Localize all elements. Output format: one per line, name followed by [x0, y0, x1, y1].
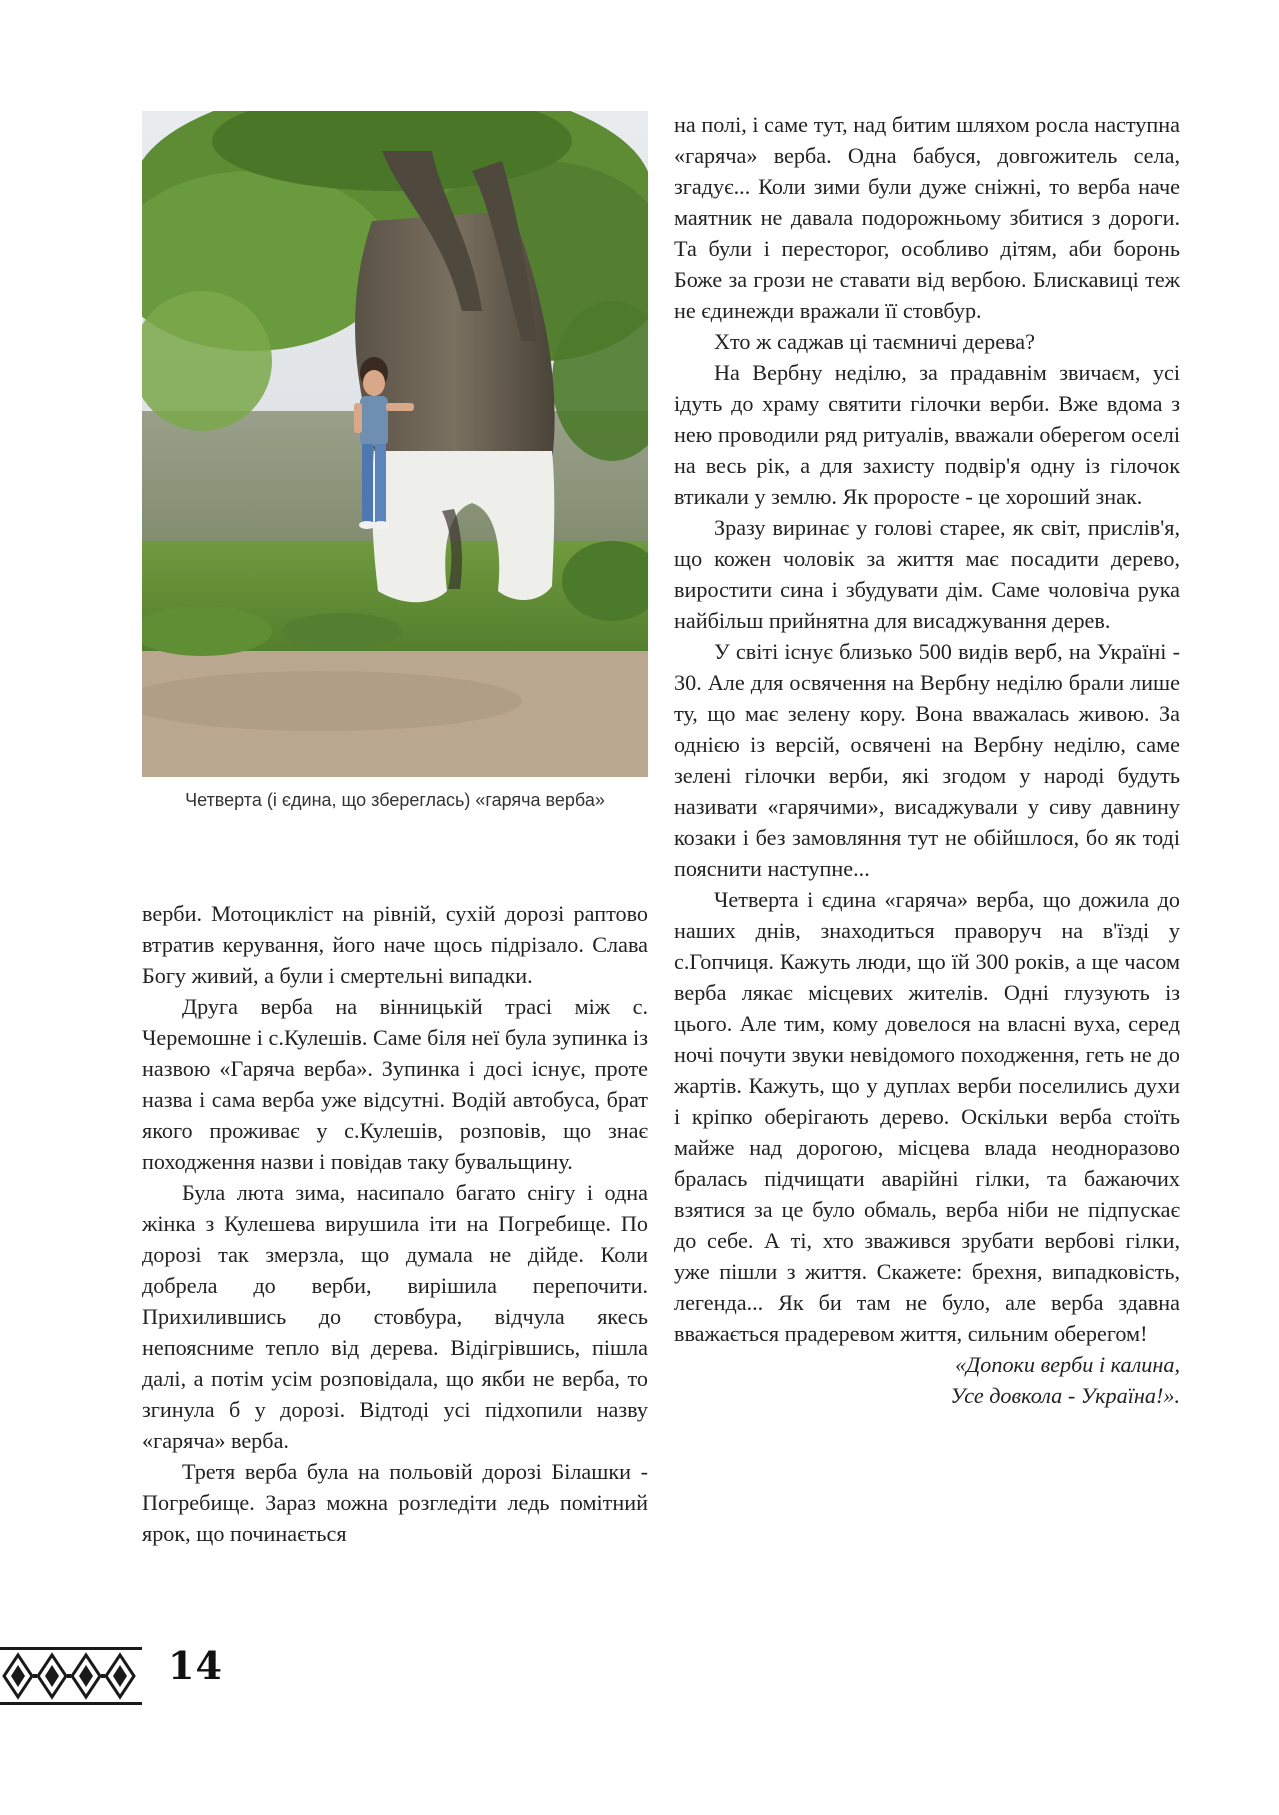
paragraph: Хто ж саджав ці таємничі дерева? [714, 329, 1035, 354]
paragraph: на полі, і саме тут, над битим шляхом росла наступна «гаряча» верба. Одна бабуся, довгожитель села, згадує... Коли зими були дуже сніжні, то верба наче маятник не давала подорожньому збитися з дороги. Та були і пересторог, особливо дітям, аби боронь Боже за грози не ставати від вербою. Блискавиці теж не єдинежди вражали її стовбур. [674, 112, 1180, 323]
paragraph: Четверта і єдина «гаряча» верба, що дожила до наших днів, знаходиться праворуч на в'їзді у с.Гопчиця. Кажуть люди, що їй 300 років, а ще часом верба лякає місцевих жителів. Одні глузують із цього. Але тим, кому довелося на власні вуха, серед ночі почути звуки невідомого походження, геть не до жартів. Кажуть, що у дуплах верби поселились духи і кріпко оберігають дерево. Оскільки верба стоїть майже над дорогою, місцева влада неодноразово бралась підчищати аварійні гілки, та бажаючих взятися за це було обмаль, верба ніби не підпускає до себе. А ті, хто зважився зрубати вербові гілки, уже пішли з життя. Скажете: брехня, випадковість, легенда... Як би там не було, але верба здавна вважається прадеревом життя, сильним оберегом! [674, 887, 1180, 1346]
paragraph: Третя верба була на польовій дорозі Білашки - Погребище. Зараз можна розгледіти ледь помітний ярок, що починається [142, 1459, 648, 1546]
paragraph: Була люта зима, насипало багато снігу і одна жінка з Кулешева вирушила іти на Погребище. По дорозі так змерзла, що думала не дійде. Коли добрела до верби, вирішила перепочити. Прихилившись до стовбура, відчула якесь непоясниме тепло від дерева. Відігрівшись, пішла далі, а потім усім розповідала, що якби не верба, то згинула б у дорозі. Відтоді усі підхопили назву «гаряча» верба. [142, 1180, 648, 1453]
quote-line: «Допоки верби і калина, [955, 1352, 1180, 1377]
paragraph: Друга верба на вінницькій трасі між с. Черемошне і с.Кулешів. Саме біля неї була зупинка із назвою «Гаряча верба». Зупинка і досі існує, проте назва і сама верба уже відсутні. Водій автобуса, брат якого проживає у с.Кулешів, розповів, що знає походження назви і повідав таку бувальщину. [142, 994, 648, 1174]
quote-line: Усе довкола - Україна!». [950, 1383, 1180, 1408]
right-text-column [674, 109, 1180, 1411]
willow-tree-photo [142, 111, 648, 777]
embroidery-ornament-icon [0, 1647, 142, 1705]
page-number: 14 [168, 1643, 223, 1688]
left-text-column [142, 898, 648, 1549]
paragraph: У світі існує близько 500 видів верб, на Україні - 30. Але для освячення на Вербну неділю брали лише ту, що має зелену кору. Вона вважалась живою. За однією із версій, освячені на Вербну неділю, саме зелені гілочки верби, які згодом у народі будуть називати «гарячими», висаджували у сиву давнину козаки і без замовляння тут не обійшлося, бо як тоді пояснити наступне... [674, 639, 1180, 881]
photo-caption: Четверта (і єдина, що збереглась) «гаряча верба» [185, 790, 605, 810]
paragraph: Зразу виринає у голові старее, як світ, прислів'я, що кожен чоловік за життя має посадити дерево, виростити сина і збудувати дім. Саме чоловіча рука найбільш прийнятна для висаджування дерев. [674, 515, 1180, 633]
paragraph: На Вербну неділю, за прадавнім звичаєм, усі ідуть до храму святити гілочки верби. Вже вдома з нею проводили ряд ритуалів, вважали оберегом оселі на весь рік, а для захисту подвір'я одну із гілочок втикали у землю. Як проросте - це хороший знак. [674, 360, 1180, 509]
paragraph: верби. Мотоцикліст на рівній, сухій дорозі раптово втратив керування, його наче щось підрізало. Слава Богу живий, а були і смертельні випадки. [142, 901, 648, 988]
closing-quote [674, 1349, 1180, 1411]
